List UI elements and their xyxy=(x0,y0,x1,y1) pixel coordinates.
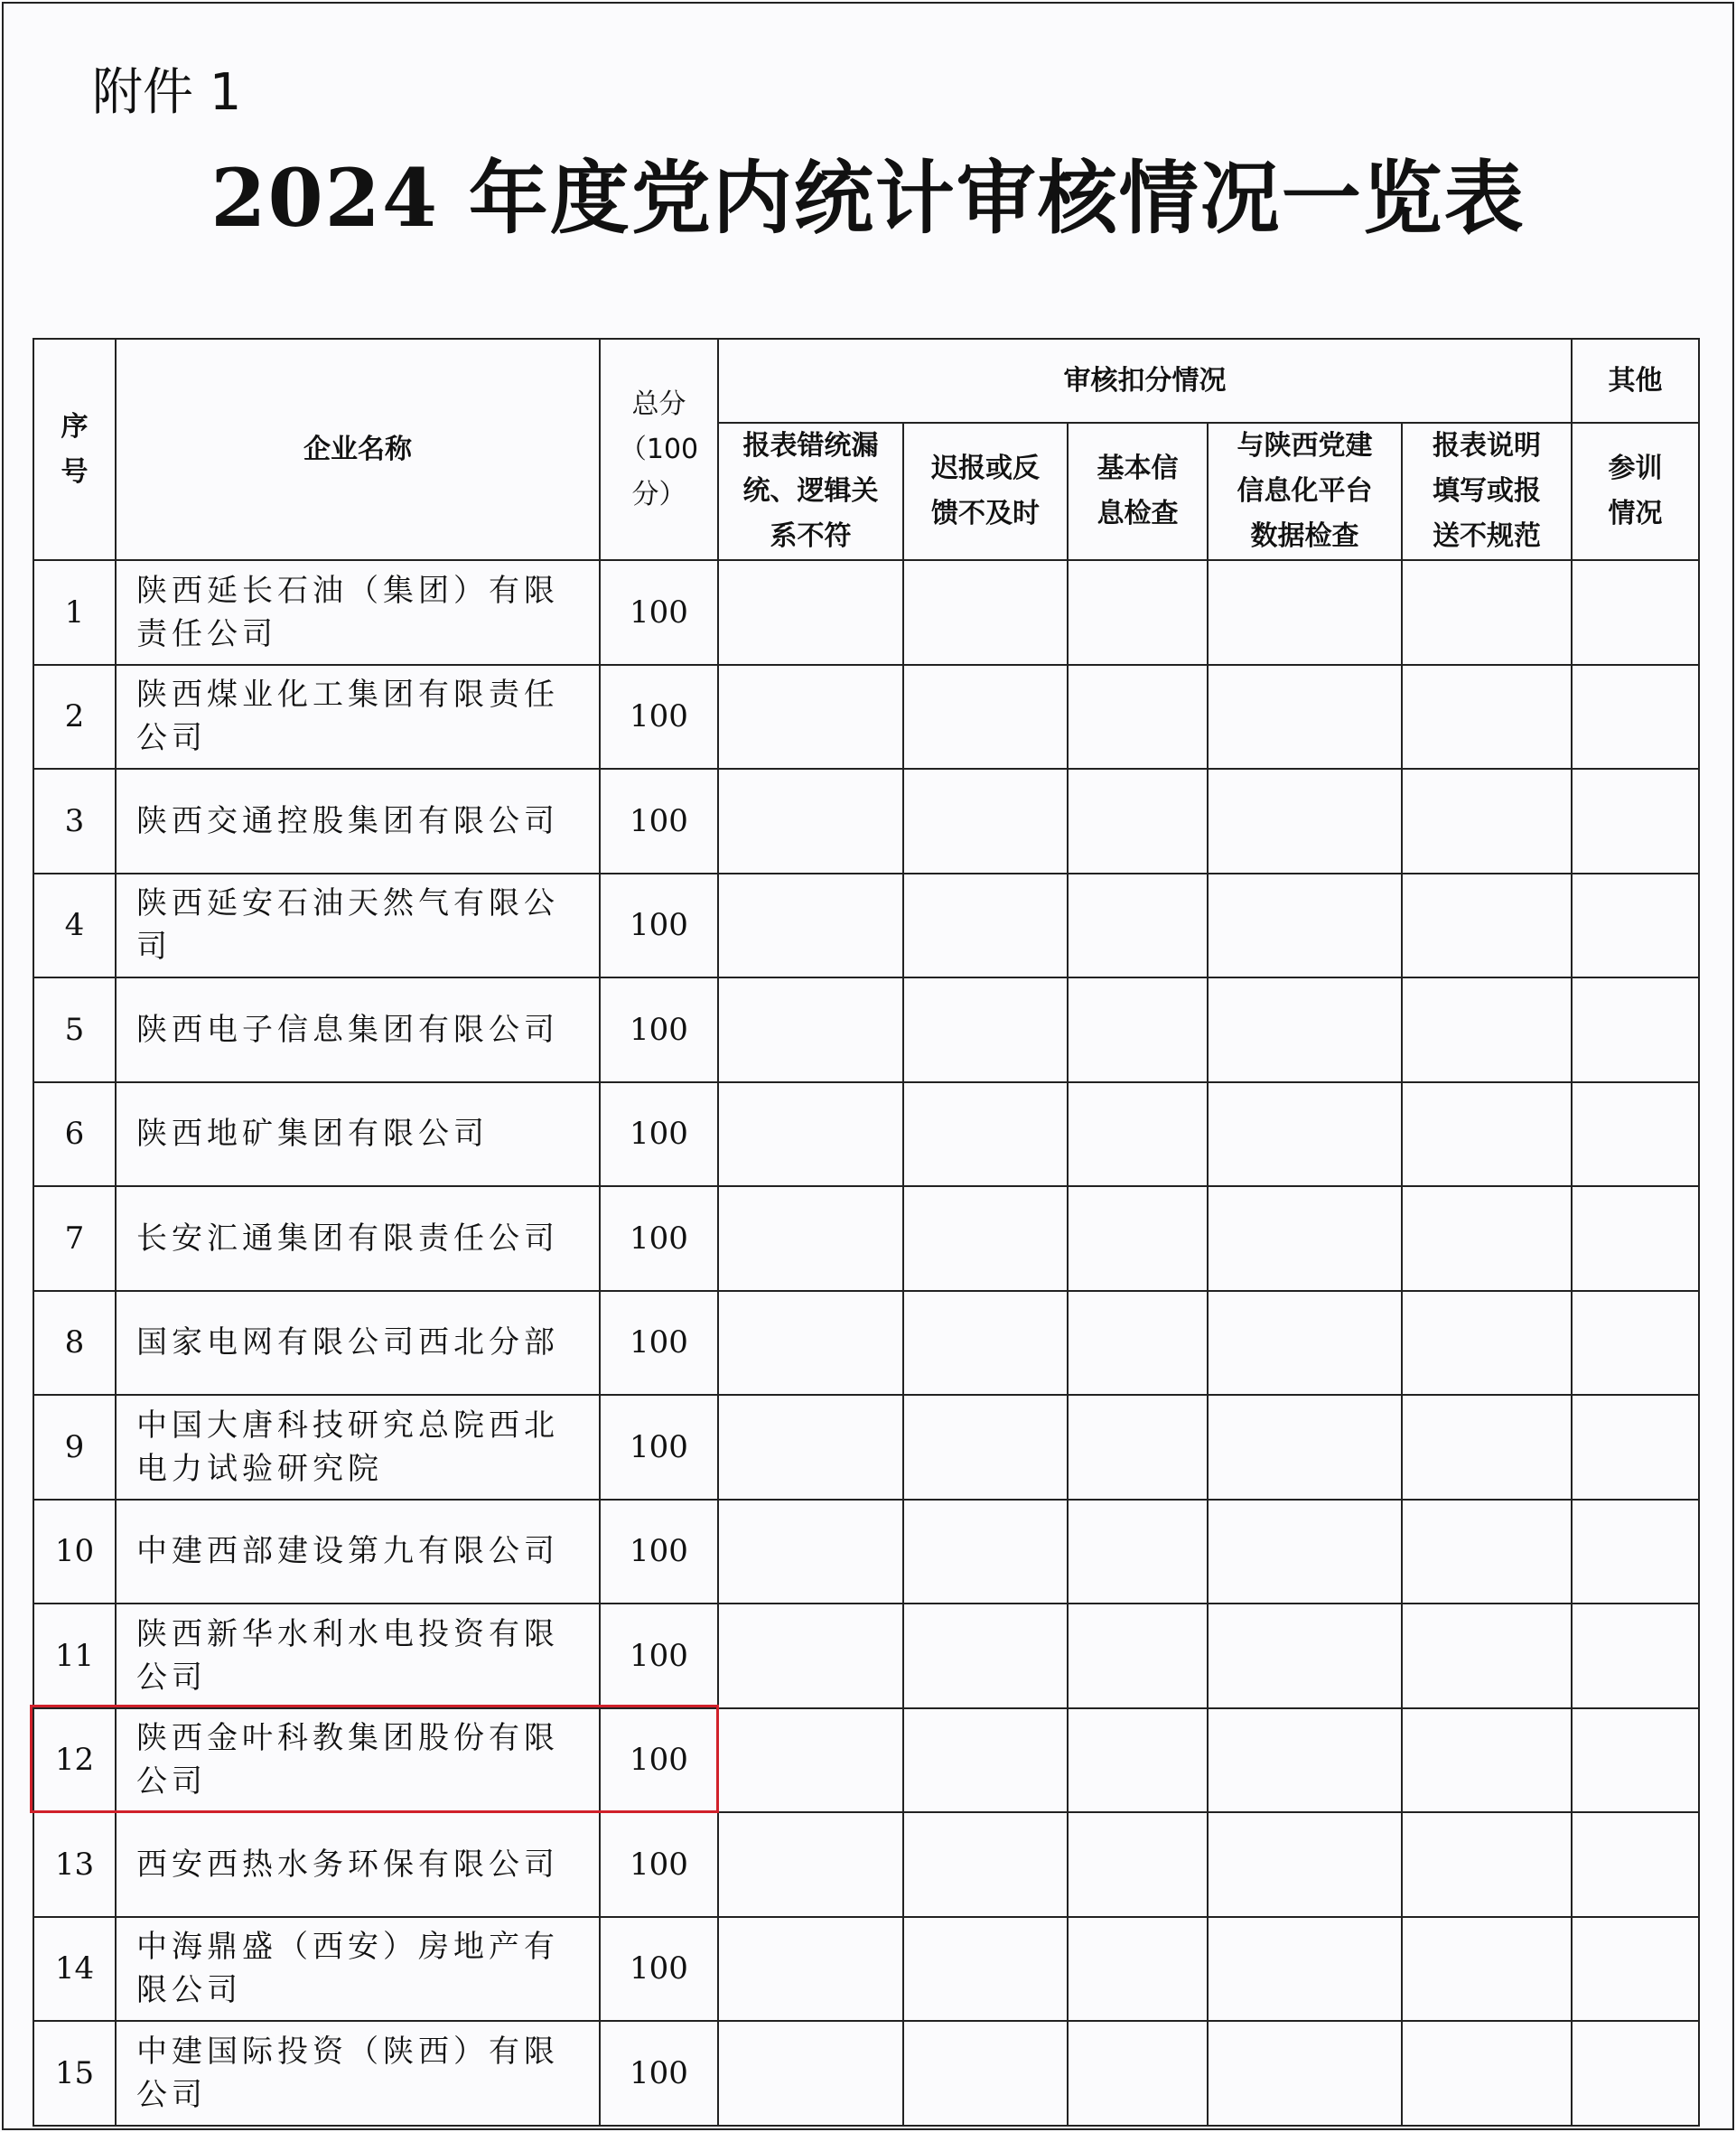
row-empty-cell xyxy=(903,1395,1068,1500)
row-empty-cell xyxy=(1572,1812,1699,1917)
row-empty-cell xyxy=(1068,977,1208,1082)
row-empty-cell xyxy=(1208,977,1402,1082)
header-other: 参训情况 xyxy=(1572,423,1699,560)
table-row xyxy=(33,1604,1699,1708)
row-empty-cell xyxy=(718,2021,903,2126)
row-empty-cell xyxy=(1068,1604,1208,1708)
row-12-highlight xyxy=(30,1705,719,1813)
row-empty-cell xyxy=(718,560,903,665)
row-empty-cell xyxy=(718,1186,903,1291)
header-seq: 序号 xyxy=(33,339,116,560)
table-row xyxy=(33,1812,1699,1917)
header-deduction-2: 迟报或反馈不及时 xyxy=(903,423,1068,560)
table-row xyxy=(33,2021,1699,2126)
row-empty-cell xyxy=(718,1708,903,1813)
row-empty-cell xyxy=(903,1500,1068,1604)
row-total: 100 xyxy=(600,1812,718,1917)
row-empty-cell xyxy=(718,874,903,978)
row-empty-cell xyxy=(903,560,1068,665)
row-seq: 10 xyxy=(33,1500,116,1604)
row-empty-cell xyxy=(1572,977,1699,1082)
row-empty-cell xyxy=(903,769,1068,874)
row-empty-cell xyxy=(1572,1291,1699,1396)
row-empty-cell xyxy=(718,665,903,770)
row-empty-cell xyxy=(903,665,1068,770)
header-deduction-group: 审核扣分情况 xyxy=(718,339,1572,423)
row-total: 100 xyxy=(600,1604,718,1708)
row-empty-cell xyxy=(1208,1395,1402,1500)
row-empty-cell xyxy=(1402,874,1572,978)
row-total: 100 xyxy=(600,665,718,770)
row-empty-cell xyxy=(718,769,903,874)
row-empty-cell xyxy=(718,1917,903,2022)
row-empty-cell xyxy=(1068,769,1208,874)
row-empty-cell xyxy=(1208,2021,1402,2126)
header-total: 总分（100分） xyxy=(600,339,718,560)
row-empty-cell xyxy=(1572,874,1699,978)
row-empty-cell xyxy=(1208,1917,1402,2022)
row-company: 中国大唐科技研究总院西北电力试验研究院 xyxy=(116,1395,600,1500)
row-empty-cell xyxy=(1208,1500,1402,1604)
row-company: 西安西热水务环保有限公司 xyxy=(116,1812,600,1917)
row-empty-cell xyxy=(718,1812,903,1917)
table-row xyxy=(33,874,1699,978)
row-total: 100 xyxy=(600,1708,718,1813)
row-company: 陕西电子信息集团有限公司 xyxy=(116,977,600,1082)
row-seq: 8 xyxy=(33,1291,116,1396)
row-empty-cell xyxy=(1402,769,1572,874)
row-empty-cell xyxy=(1208,1604,1402,1708)
row-empty-cell xyxy=(1208,769,1402,874)
row-empty-cell xyxy=(903,1708,1068,1813)
table-row xyxy=(33,1291,1699,1396)
row-empty-cell xyxy=(1402,1708,1572,1813)
row-empty-cell xyxy=(1068,1812,1208,1917)
row-company: 国家电网有限公司西北分部 xyxy=(116,1291,600,1396)
row-empty-cell xyxy=(1402,665,1572,770)
row-empty-cell xyxy=(1402,1812,1572,1917)
row-seq: 4 xyxy=(33,874,116,978)
row-empty-cell xyxy=(1572,1604,1699,1708)
row-seq: 13 xyxy=(33,1812,116,1917)
row-empty-cell xyxy=(1068,1082,1208,1187)
row-empty-cell xyxy=(1402,1500,1572,1604)
row-empty-cell xyxy=(1572,1395,1699,1500)
row-seq: 9 xyxy=(33,1395,116,1500)
row-empty-cell xyxy=(1068,2021,1208,2126)
row-total: 100 xyxy=(600,874,718,978)
row-seq: 7 xyxy=(33,1186,116,1291)
row-company: 陕西新华水利水电投资有限公司 xyxy=(116,1604,600,1708)
header-deduction-4: 与陕西党建信息化平台数据检查 xyxy=(1208,423,1402,560)
row-empty-cell xyxy=(1402,1604,1572,1708)
row-company: 中建西部建设第九有限公司 xyxy=(116,1500,600,1604)
row-seq: 14 xyxy=(33,1917,116,2022)
row-company: 陕西金叶科教集团股份有限公司 xyxy=(116,1708,600,1813)
row-empty-cell xyxy=(1402,2021,1572,2126)
row-company: 陕西延长石油（集团）有限责任公司 xyxy=(116,560,600,665)
row-empty-cell xyxy=(1068,1917,1208,2022)
table-row xyxy=(33,1186,1699,1291)
row-empty-cell xyxy=(718,1604,903,1708)
row-empty-cell xyxy=(903,1812,1068,1917)
row-empty-cell xyxy=(1208,1291,1402,1396)
row-empty-cell xyxy=(1402,560,1572,665)
row-seq: 12 xyxy=(33,1708,116,1813)
row-empty-cell xyxy=(1572,665,1699,770)
row-empty-cell xyxy=(1208,560,1402,665)
table-row xyxy=(33,560,1699,665)
row-company: 长安汇通集团有限责任公司 xyxy=(116,1186,600,1291)
table-row xyxy=(33,1500,1699,1604)
row-empty-cell xyxy=(1068,560,1208,665)
table-row xyxy=(33,769,1699,874)
row-empty-cell xyxy=(1572,769,1699,874)
row-seq: 11 xyxy=(33,1604,116,1708)
row-empty-cell xyxy=(1402,1917,1572,2022)
row-empty-cell xyxy=(1208,874,1402,978)
row-empty-cell xyxy=(718,1500,903,1604)
row-seq: 1 xyxy=(33,560,116,665)
row-total: 100 xyxy=(600,1395,718,1500)
row-empty-cell xyxy=(1068,874,1208,978)
row-company: 陕西交通控股集团有限公司 xyxy=(116,769,600,874)
row-company: 中海鼎盛（西安）房地产有限公司 xyxy=(116,1917,600,2022)
row-empty-cell xyxy=(903,1604,1068,1708)
row-empty-cell xyxy=(903,1186,1068,1291)
document-title: 2024 年度党内统计审核情况一览表 xyxy=(210,151,1526,245)
table-row xyxy=(33,1917,1699,2022)
row-empty-cell xyxy=(1068,1708,1208,1813)
attachment-label: 附件 1 xyxy=(92,63,242,122)
table-row xyxy=(33,1082,1699,1187)
row-empty-cell xyxy=(1402,1395,1572,1500)
row-empty-cell xyxy=(1208,1812,1402,1917)
row-total: 100 xyxy=(600,1291,718,1396)
row-total: 100 xyxy=(600,1917,718,2022)
row-company: 中建国际投资（陕西）有限公司 xyxy=(116,2021,600,2126)
row-company: 陕西延安石油天然气有限公司 xyxy=(116,874,600,978)
row-empty-cell xyxy=(718,1291,903,1396)
row-seq: 5 xyxy=(33,977,116,1082)
row-empty-cell xyxy=(1068,1291,1208,1396)
row-empty-cell xyxy=(1572,1500,1699,1604)
row-seq: 3 xyxy=(33,769,116,874)
row-empty-cell xyxy=(1402,1082,1572,1187)
row-empty-cell xyxy=(1402,977,1572,1082)
table-row xyxy=(33,665,1699,770)
row-empty-cell xyxy=(1572,1186,1699,1291)
row-company: 陕西煤业化工集团有限责任公司 xyxy=(116,665,600,770)
row-empty-cell xyxy=(1572,2021,1699,2126)
audit-table xyxy=(33,338,1700,2127)
row-empty-cell xyxy=(903,1291,1068,1396)
row-total: 100 xyxy=(600,560,718,665)
row-empty-cell xyxy=(1068,1186,1208,1291)
row-empty-cell xyxy=(718,977,903,1082)
row-total: 100 xyxy=(600,769,718,874)
row-seq: 6 xyxy=(33,1082,116,1187)
table-row xyxy=(33,977,1699,1082)
header-other-group: 其他 xyxy=(1572,339,1699,423)
header-deduction-3: 基本信息检查 xyxy=(1068,423,1208,560)
row-empty-cell xyxy=(1572,1917,1699,2022)
row-empty-cell xyxy=(1572,560,1699,665)
row-empty-cell xyxy=(1068,1500,1208,1604)
row-empty-cell xyxy=(1572,1082,1699,1187)
row-total: 100 xyxy=(600,1500,718,1604)
row-empty-cell xyxy=(718,1395,903,1500)
row-total: 100 xyxy=(600,1186,718,1291)
row-empty-cell xyxy=(903,977,1068,1082)
row-empty-cell xyxy=(1402,1186,1572,1291)
row-empty-cell xyxy=(1208,1082,1402,1187)
row-total: 100 xyxy=(600,2021,718,2126)
row-empty-cell xyxy=(1068,665,1208,770)
row-empty-cell xyxy=(903,2021,1068,2126)
row-empty-cell xyxy=(718,1082,903,1187)
row-empty-cell xyxy=(1068,1395,1208,1500)
row-company: 陕西地矿集团有限公司 xyxy=(116,1082,600,1187)
table-row xyxy=(33,1395,1699,1500)
row-empty-cell xyxy=(903,874,1068,978)
row-empty-cell xyxy=(1208,665,1402,770)
row-empty-cell xyxy=(1402,1291,1572,1396)
header-company: 企业名称 xyxy=(116,339,600,560)
header-deduction-5: 报表说明填写或报送不规范 xyxy=(1402,423,1572,560)
row-total: 100 xyxy=(600,1082,718,1187)
row-empty-cell xyxy=(903,1917,1068,2022)
row-empty-cell xyxy=(1572,1708,1699,1813)
row-empty-cell xyxy=(903,1082,1068,1187)
row-seq: 2 xyxy=(33,665,116,770)
header-deduction-1: 报表错统漏统、逻辑关系不符 xyxy=(718,423,903,560)
row-total: 100 xyxy=(600,977,718,1082)
row-empty-cell xyxy=(1208,1186,1402,1291)
row-seq: 15 xyxy=(33,2021,116,2126)
row-empty-cell xyxy=(1208,1708,1402,1813)
